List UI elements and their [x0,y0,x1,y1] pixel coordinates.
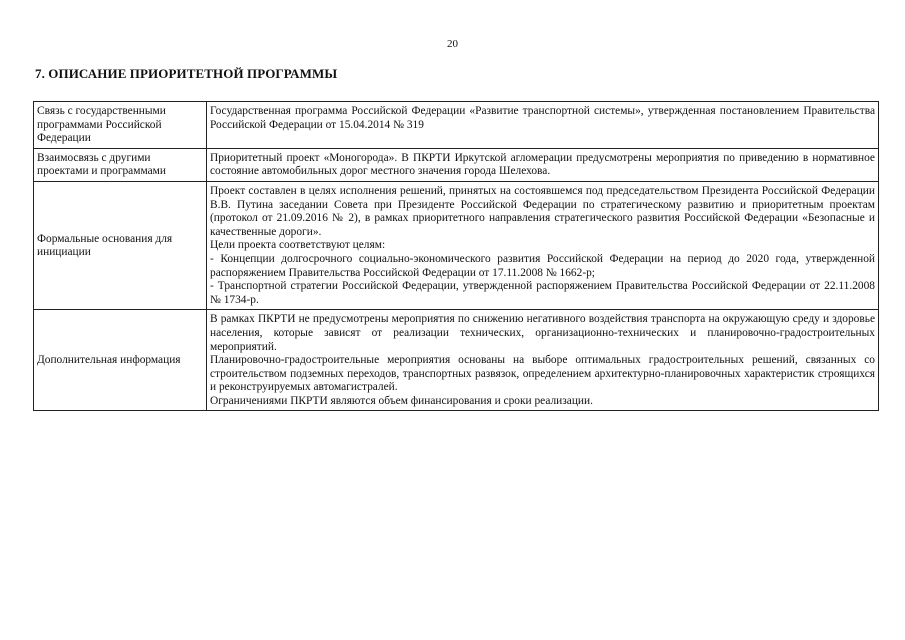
row-content [207,310,879,411]
row-content [207,148,879,181]
content-paragraph: - Концепции долгосрочного социально-экономического развития Российской Федерации на период до 2020 года, утвержденной распоряжением Правительства Российской Федерации от 17.11.2008 № 1662-р; [210,252,875,279]
program-description-table [33,101,879,411]
row-label: Дополнительная информация [34,310,207,411]
row-label: Взаимосвязь с другими проектами и программами [34,148,207,181]
section-title: 7. ОПИСАНИЕ ПРИОРИТЕТНОЙ ПРОГРАММЫ [35,66,338,81]
row-content [207,102,879,149]
content-paragraph: В рамках ПКРТИ не предусмотрены мероприятия по снижению негативного воздействия транспорта на окружающую среду и здоровье населения, которые зависят от реализации технических, организационно-технических и планировочно-градостроительных мероприятий. [210,313,875,353]
content-paragraph: Государственная программа Российской Федерации «Развитие транспортной системы», утвержденная постановлением Правительства Российской Федерации от 15.04.2014 № 319 [210,105,875,131]
table-row-related-projects [34,148,879,181]
content-paragraph: Приоритетный проект «Моногорода». В ПКРТИ Иркутской агломерации предусмотрены мероприятия по приведению в нормативное состояние автомобильных дорог местного значения города Шелехова. [210,151,875,178]
table-row-state-programs [34,102,879,149]
content-paragraph: Планировочно-градостроительные мероприятия основаны на выборе оптимальных градостроительных решений, связанных со строительством подземных переходов, транспортных развязок, определением архитектурно-планировочных характеристик строящихся и реконструируемых автомагистралей. [210,354,875,394]
table-row-formal-grounds [34,181,879,309]
content-paragraph: - Транспортной стратегии Российской Федерации, утвержденной распоряжением Правительства Российской Федерации от 22.11.2008 № 1734-р. [210,280,875,306]
row-content [207,181,879,309]
table-row-additional-info [34,310,879,411]
content-paragraph: Цели проекта соответствуют целям: [210,239,386,252]
content-paragraph: Ограничениями ПКРТИ являются объем финансирования и сроки реализации. [210,394,593,407]
content-paragraph: Проект составлен в целях исполнения решений, принятых на состоявшемся под председательством Президента Российской Федерации В.В. Путина заседании Совета при Президенте Российской Федерации по стратегическому развитию и приоритетным проектам (протокол от 21.09.2016 № 2), в рамках приоритетного направления стратегического развития Российской Федерации «Безопасные и качественные дороги». [210,184,875,238]
row-label: Связь с государственными программами Российской Федерации [34,102,207,149]
page-number: 20 [447,38,458,50]
row-label: Формальные основания для инициации [34,181,207,309]
